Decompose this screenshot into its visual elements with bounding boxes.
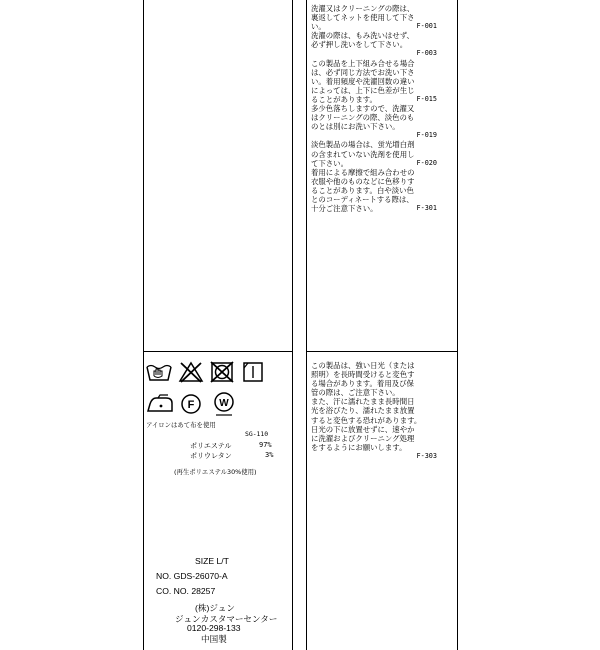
product-number: NO. GDS-26070-A bbox=[156, 571, 228, 581]
instruction-line: 光を浴びたり、濡れたまま放置 bbox=[311, 406, 415, 416]
instruction-line: 着用による摩擦で組み合わせの bbox=[311, 167, 415, 177]
fiber-pct-2: 3% bbox=[265, 451, 274, 459]
no-bleach-icon bbox=[178, 361, 204, 383]
instruction-code: F-020 bbox=[416, 158, 437, 167]
instruction-code: F-003 bbox=[416, 49, 437, 58]
label-divider-left bbox=[292, 0, 293, 650]
instruction-line: すると変色する恐れがあります。 bbox=[311, 415, 422, 425]
instruction-line: をするようにお願いします。 bbox=[311, 442, 407, 452]
fiber-pct-1: 97% bbox=[259, 441, 272, 449]
no-tumble-dry-icon bbox=[210, 361, 234, 383]
country-of-origin: 中国製 bbox=[201, 634, 227, 644]
instruction-line: 衣服や他のものなどに色移りす bbox=[311, 176, 415, 186]
size-label: SIZE L/T bbox=[195, 556, 229, 566]
instruction-code: F-301 bbox=[416, 204, 437, 213]
customer-center: ジュンカスタマーセンター bbox=[175, 614, 278, 624]
line-dry-icon bbox=[242, 361, 264, 383]
label-right-border bbox=[457, 0, 458, 650]
instruction-line: また、汗に濡れたまま長時間日 bbox=[311, 397, 415, 407]
instruction-line: 必ず押し洗いをして下さい。 bbox=[311, 40, 408, 50]
instruction-line bbox=[311, 22, 437, 31]
phone-number: 0120-298-133 bbox=[187, 623, 241, 633]
instruction-line: はクリーニングの際、淡色のも bbox=[311, 113, 415, 123]
svg-text:F: F bbox=[187, 399, 195, 411]
svg-text:W: W bbox=[219, 398, 229, 409]
instruction-line: 裏返してネットを使用して下さ bbox=[311, 13, 415, 23]
instruction-text: い。 bbox=[311, 22, 326, 32]
care-instructions-bottom bbox=[311, 361, 437, 461]
care-code: SG-110 bbox=[245, 430, 269, 438]
instruction-text: 十分ご注意下さい。 bbox=[311, 204, 378, 214]
label-left-border bbox=[143, 0, 144, 650]
iron-note: アイロンはあて布を使用 bbox=[146, 421, 216, 429]
co-number: CO. NO. 28257 bbox=[156, 586, 216, 596]
recycled-note: (再生ポリエステル30%使用) bbox=[174, 468, 257, 476]
instruction-line: 洗濯の際は、もみ洗いはせず、 bbox=[311, 31, 414, 41]
wet-clean-w-icon bbox=[212, 391, 236, 417]
instruction-text: て下さい。 bbox=[311, 158, 348, 168]
instruction-line: とのコーディネートする際は、 bbox=[311, 194, 414, 204]
instruction-code: F-001 bbox=[416, 22, 437, 31]
label-divider-right bbox=[306, 0, 307, 650]
label-fold-line-right bbox=[306, 351, 458, 352]
instruction-line: 洗濯又はクリーニングの際は、 bbox=[311, 4, 415, 13]
fiber-name-1: ポリエステル bbox=[190, 442, 232, 450]
instruction-line: の含まれていない洗剤を使用し bbox=[311, 149, 415, 159]
instruction-code: F-303 bbox=[416, 451, 437, 460]
hand-wash-icon bbox=[146, 362, 172, 382]
instruction-line bbox=[311, 204, 437, 213]
instruction-line: い。着用頻度や洗濯回数の違い bbox=[311, 76, 415, 86]
instruction-line: 淡色製品の場合は、蛍光増白剤 bbox=[311, 140, 415, 150]
instruction-line: 照明）を長時間受けると変色す bbox=[311, 370, 415, 380]
company-name: (株)ジュン bbox=[195, 603, 235, 613]
instruction-line: は、必ず同じ方法でお洗い下さ bbox=[311, 67, 415, 77]
instruction-line: のとは別にお洗い下さい。 bbox=[311, 122, 400, 132]
instruction-line: によっては、上下に色差が生じ bbox=[311, 85, 415, 95]
fiber-name-2: ポリウレタン bbox=[190, 452, 232, 460]
instruction-line: この製品を上下組み合せる場合 bbox=[311, 58, 415, 68]
instruction-line: 多少色落ちしますので、洗濯又 bbox=[311, 104, 415, 114]
label-fold-line-left bbox=[143, 351, 293, 352]
instruction-text: ることがあります。 bbox=[311, 94, 377, 104]
instruction-line: る場合があります。着用及び保 bbox=[311, 379, 414, 389]
instruction-code: F-019 bbox=[416, 131, 437, 140]
instruction-line: 管の際は、ご注意下さい。 bbox=[311, 388, 400, 398]
instruction-line: に洗濯およびクリーニング処理 bbox=[311, 433, 415, 443]
dry-clean-f-icon bbox=[180, 393, 202, 415]
iron-low-icon bbox=[146, 394, 174, 414]
instruction-line bbox=[311, 95, 437, 104]
instruction-code: F-015 bbox=[416, 94, 437, 103]
instruction-line bbox=[311, 159, 437, 168]
instruction-line: ることがあります。白や淡い色 bbox=[311, 185, 414, 195]
instruction-line: この製品は、強い日光（または bbox=[311, 361, 415, 370]
instruction-line: 日光の下に放置せずに、速やか bbox=[311, 424, 415, 434]
care-instructions-top bbox=[311, 4, 437, 213]
